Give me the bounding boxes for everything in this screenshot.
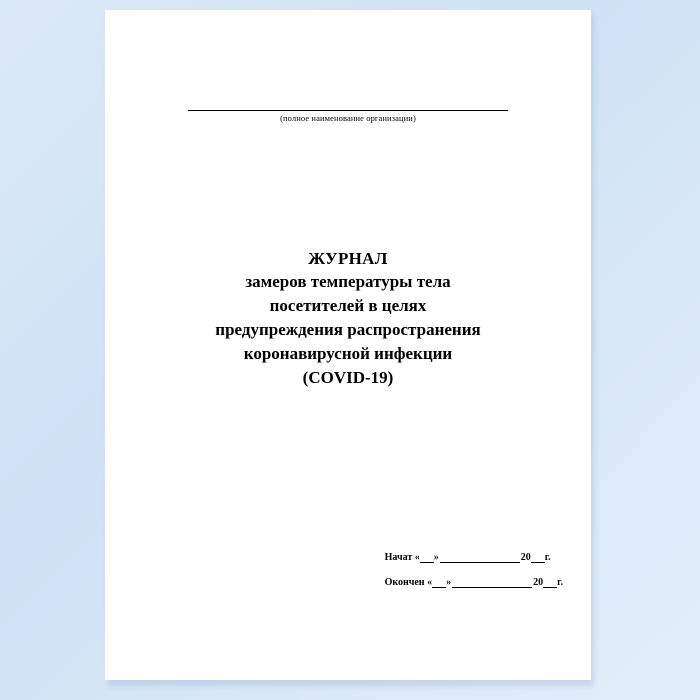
organization-name-caption: (полное наименование организации) <box>280 113 416 123</box>
title-line-4: коронавирусной инфекции <box>243 344 453 363</box>
document-title-block <box>105 247 591 390</box>
started-year-line <box>531 553 545 563</box>
started-quote-close: » <box>433 552 439 563</box>
finished-quote-close: » <box>446 577 452 588</box>
document-footer-block <box>385 552 563 602</box>
finished-year-line <box>543 578 557 588</box>
title-line-5: (COVID-19) <box>302 368 394 387</box>
started-year: 20 <box>520 552 531 563</box>
finished-label: Окончен « <box>384 577 433 588</box>
finished-day-line <box>432 578 446 588</box>
started-year-suffix: г. <box>544 552 551 563</box>
finished-month-line <box>452 578 532 588</box>
started-day-line <box>420 553 434 563</box>
started-label: Начат « <box>384 552 420 563</box>
finished-row <box>385 577 563 588</box>
title-line-3: предупреждения распространения <box>215 320 481 339</box>
title-line-1: замеров температуры тела <box>245 272 451 291</box>
page-title: ЖУРНАЛ <box>308 249 388 268</box>
organization-name-block <box>105 98 591 123</box>
document-page <box>105 10 591 680</box>
organization-name-fill-line <box>188 98 508 111</box>
started-row <box>385 552 563 563</box>
finished-year: 20 <box>533 577 544 588</box>
finished-year-suffix: г. <box>557 577 563 588</box>
started-month-line <box>440 553 520 563</box>
title-line-2: посетителей в целях <box>269 296 427 315</box>
